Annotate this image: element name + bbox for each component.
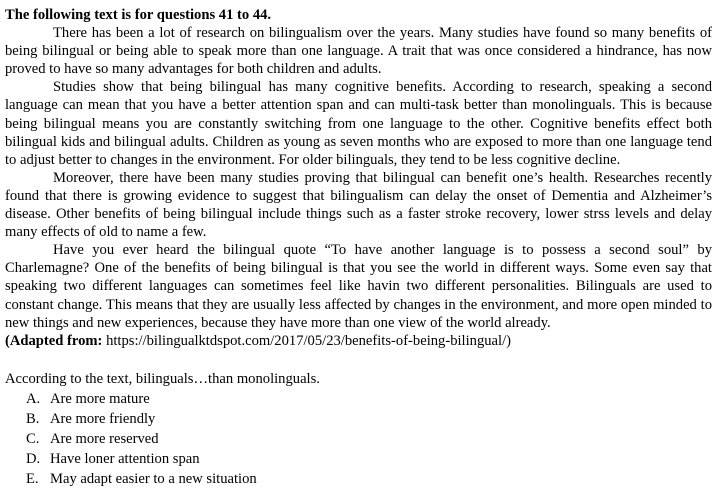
reading-passage [5,6,712,350]
answer-option-d[interactable] [5,449,712,469]
answer-option-b[interactable] [5,409,712,429]
passage-source [5,332,712,350]
option-text: Are more friendly [50,411,156,427]
option-letter: D. [26,451,41,467]
option-letter: E. [26,471,39,487]
answer-option-a[interactable] [5,389,712,409]
passage-paragraph-1: There has been a lot of research on bilingualism over the years. Many studies have found so many benefits of being bilingual or being able to speak more than one language. A trait that was once considered a hindrance, has now proved to have so many advantages for both children and adults. [5,25,712,78]
answer-option-c[interactable] [5,429,712,449]
answer-options [5,389,712,489]
option-letter: B. [26,411,40,427]
question-block [5,369,712,489]
option-text: Are more reserved [50,431,159,447]
passage-heading: The following text is for questions 41 to 44. [5,7,272,23]
option-text: Have loner attention span [50,451,200,467]
option-text: Are more mature [50,391,150,407]
source-label: (Adapted from: [5,332,103,349]
option-text: May adapt easier to a new situation [50,471,257,487]
question-stem: According to the text, bilinguals…than monolinguals. [5,371,320,387]
option-letter: C. [26,431,40,447]
option-letter: A. [26,391,41,407]
source-url: https://bilingualktdspot.com/2017/05/23/benefits-of-being-bilingual/) [102,332,511,349]
passage-paragraph-2: Studies show that being bilingual has many cognitive benefits. According to research, speaking a second language can mean that you have a better attention span and can multi-task better than monolinguals. This is because being bilingual means you are constantly switching from one language to the other. Cognitive benefits effect both bilingual kids and bilingual adults. Children as young as seven months who are exposed to more than one language tend to adjust better to changes in the environment. For older bilinguals, they tend to be less cognitive decline. [5,79,712,168]
answer-option-e[interactable] [5,469,712,489]
passage-paragraph-3: Moreover, there have been many studies proving that bilingual can benefit one’s health. Researches recently found that there is growing evidence to suggest that bilingualism can delay the onset of Dementia and Alzheimer’s disease. Other benefits of being bilingual include things such as a faster stroke recovery, lower strss levels and delay many effects of old to name a few. [5,169,712,241]
passage-paragraph-4: Have you ever heard the bilingual quote “To have another language is to possess a second soul” by Charlemagne? One of the benefits of being bilingual is that you see the world in different ways. Some even say that speaking two different languages can sometimes feel like havin two different personalities. Bilinguals are used to constant change. This means that they are usually less affected by changes in the environment, and more open minded to new things and new experiences, because they have more than one view of the world already. [5,242,712,331]
